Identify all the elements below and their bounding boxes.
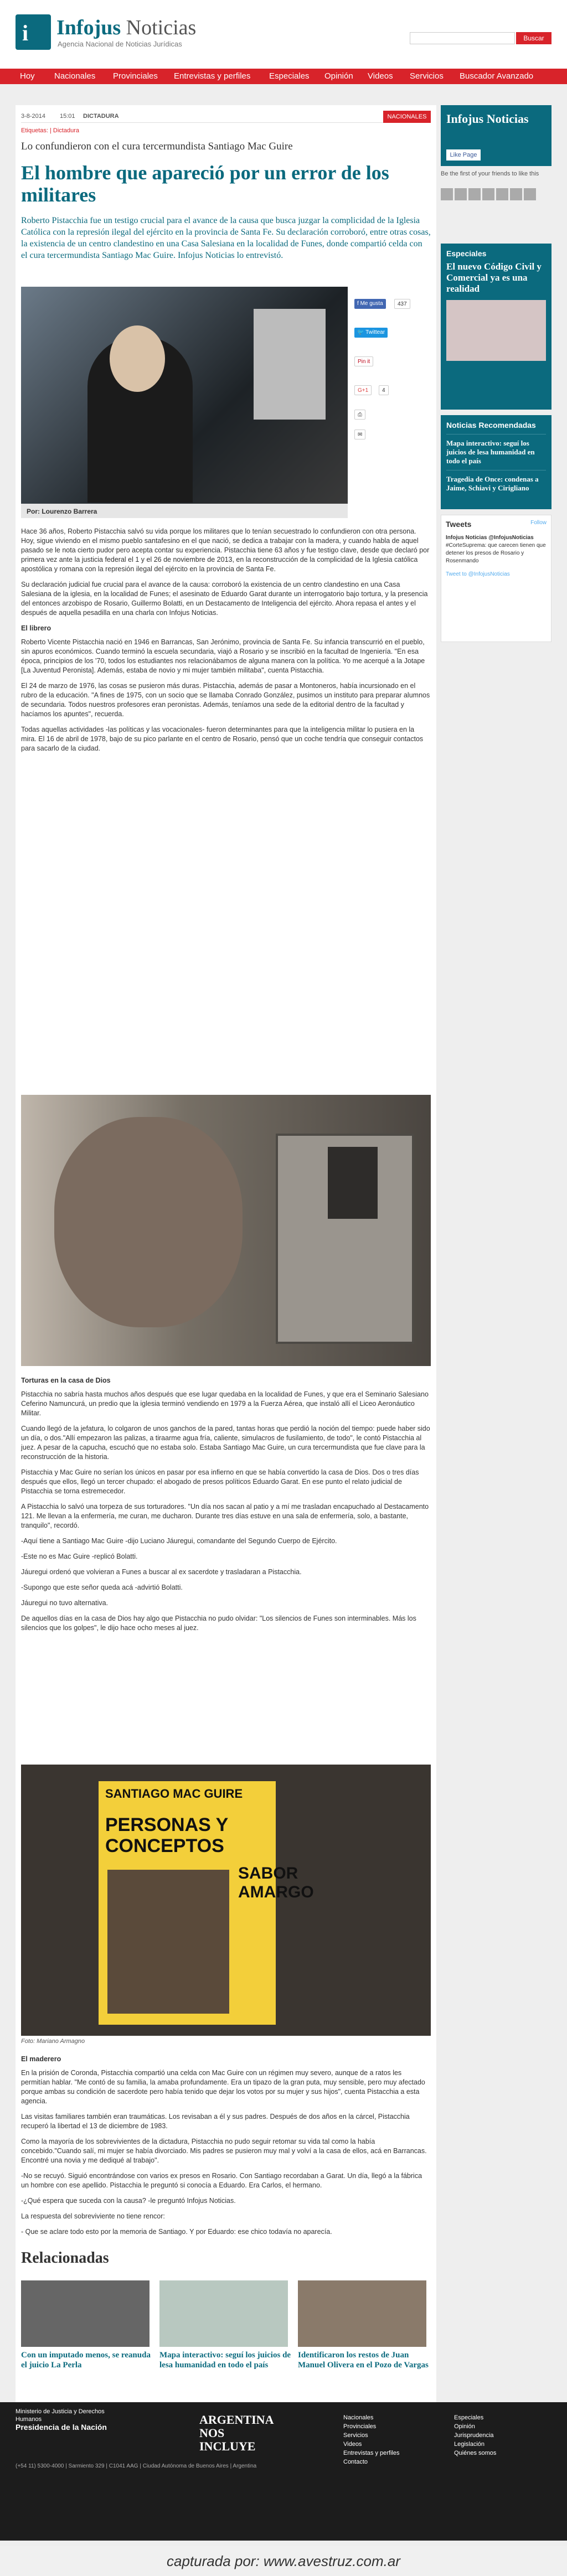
search-button[interactable]: Buscar <box>516 32 551 44</box>
footer-ministerio: Ministerio de Justicia y Derechos Humanos <box>16 2408 105 2423</box>
nav-item-servicios[interactable]: Servicios <box>410 71 444 81</box>
portrait-face <box>54 1117 243 1327</box>
nav-item-hoy[interactable]: Hoy <box>20 71 35 81</box>
paragraph: En la prisión de Coronda, Pistacchia compartió una celda con Mac Guire con un régimen muy severo, aunque de a ratos les permitían hablar. "Me contó de su familia, la amaba profundamente. Era un tipazo de la gran puta, muy sensible, pero muy afectado porque ambas su condición de sacerdote pero había tenido que dejar los votos por su mujer y sus hijos", cuenta Pistacchia a esta agencia. <box>21 2069 425 2105</box>
fb-page-name[interactable]: Infojus Noticias <box>446 112 529 126</box>
paragraph: Su declaración judicial fue crucial para el avance de la causa: corroboró la existencia de un centro clandestino en una Casa Salesiana de la iglesia, en la localidad de Funes; el asesinato de Eduardo Garat durante un interrogatorio bajo tortura, y la presencia del entonces arzobispo de Rosario, Guillermo Bolatti, en un Destacamento de Inteligencia del ejército. Ahora repasa el antes y el después de aquella pesadilla en una charla con Infojus Noticias. <box>21 581 428 617</box>
search-input[interactable] <box>410 32 515 44</box>
email-icon[interactable]: ✉ <box>354 430 365 439</box>
recommended-item[interactable]: Mapa interactivo: seguí los juicios de lesa humanidad en todo el país <box>446 434 546 465</box>
page-title: El hombre que apareció por un error de los militares <box>21 162 389 206</box>
paragraph: Pistacchia no sabría hasta muchos años después que ese lugar quedaba en la localidad de Funes, y que era el Seminario Salesiano Ceferino Namuncurá, un predio que la iglesia terminó vendiendo en 1979 a la Fuerza Aérea, que instaló allí el Liceo Aeronáutico Militar. <box>21 1390 429 1417</box>
framed-clipping <box>276 1134 414 1344</box>
fb-icon: f <box>357 301 359 307</box>
related-thumb[interactable] <box>159 2280 288 2347</box>
related-thumb[interactable] <box>298 2280 426 2347</box>
dialogue-line: - Que se aclare todo esto por la memoria de Santiago. Y por Eduardo: ese chico todavía no aparecía. <box>21 2228 332 2236</box>
paragraph: El 24 de marzo de 1976, las cosas se pusieron más duras. Pistacchia, además de pasar a Montoneros, había incursionado en el rubro de la educación. "A fines de 1975, con un socio que se llamaba Conrado González, pusimos un instituto para preparar alumnos de secundaria. Todos nuestros profesores eran peronistas. Además, teníamos una sede de la editorial dentro de la facultad y hacíamos los apuntes", recuerda. <box>21 682 430 718</box>
person-face <box>110 325 165 392</box>
section-tag[interactable]: NACIONALES <box>383 111 431 123</box>
book-vertical-text: SABOR AMARGO <box>238 1864 314 1901</box>
footer-slogan: ARGENTINA NOS INCLUYE <box>199 2413 274 2453</box>
article-meta <box>21 111 431 123</box>
footer-link[interactable]: Legislación <box>454 2441 485 2448</box>
footer <box>0 2402 567 2541</box>
footer-link[interactable]: Nacionales <box>343 2414 374 2421</box>
fb-like-page-button[interactable]: Like Page <box>446 149 481 161</box>
nav-item-videos[interactable]: Videos <box>368 71 393 81</box>
dialogue-line: -Supongo que este señor queda acá -advirtió Bolatti. <box>21 1584 183 1591</box>
related-title[interactable]: Mapa interactivo: seguí los juicios de lesa humanidad en todo el país <box>159 2351 291 2370</box>
breadcrumb[interactable]: Etiquetas: | Dictadura <box>21 127 79 134</box>
tweets-heading: Tweets <box>446 520 472 529</box>
related-heading: Relacionadas <box>21 2249 109 2267</box>
especiales-image[interactable] <box>446 300 546 361</box>
main-nav <box>0 69 567 84</box>
dialogue-line: -¿Qué espera que suceda con la causa? -le preguntó Infojus Noticias. <box>21 2197 236 2205</box>
footer-address: (+54 11) 5300-4000 | Sarmiento 329 | C1041 AAG | Ciudad Autónoma de Buenos Aires | Argentina <box>16 2463 257 2469</box>
nav-item-buscador[interactable]: Buscador Avanzado <box>460 71 534 81</box>
footer-link[interactable]: Opinión <box>454 2423 475 2430</box>
book-cover <box>99 1781 314 2025</box>
footer-links-1 <box>343 2413 399 2466</box>
especiales-box[interactable] <box>441 244 551 410</box>
footer-link[interactable]: Servicios <box>343 2432 368 2439</box>
fb-avatars <box>441 188 551 208</box>
photo-credit: Foto: Mariano Armagno <box>21 2038 85 2045</box>
paragraph: Cuando llegó de la jefatura, lo colgaron de unos ganchos de la pared, tantas horas que perdió la noción del tiempo: puede haber sido un día, o dos."Allí empezaron las palizas, a tiraarme agua fría, caliente, simulacros de fusilamiento, de todo", le contó Pistacchia al juez. A pesar de la capucha, escuchó que no estaba solo. Estaba Santiago Mac Guire, un cura tercermundista que fue clave para la reconstrucción de la historia. <box>21 1425 430 1461</box>
paragraph: A Pistacchia lo salvó una torpeza de sus torturadores. "Un día nos sacan al patio y a mí me trasladan encapuchado al Destacamento 121. Me llevan a la enfermería, me curan, me ducharon. Durante tres días estuve en una sala de enfermería, solo, a bastante, tranquilo", recordó. <box>21 1503 429 1529</box>
twitter-bird-icon: 🐦 <box>357 329 364 335</box>
article-kicker: Lo confundieron con el cura tercermundista Santiago Mac Guire <box>21 141 293 152</box>
paragraph: Hace 36 años, Roberto Pistacchia salvó su vida porque los militares que lo tenían secuestrado lo confundieron con otra persona. Hoy, sigue viviendo en el mismo pueblo santafesino en el que nació, se dedica a trabajar con la madera, y cuando habla de aquel pasado se le nota cierto pudor pero acepta contar su experiencia. Pistacchia tiene 63 años y fue testigo clave, desde que declaró por primera vez ante la justicia federal el 1 y el 26 de noviembre de 2013, en la reconstrucción de la complicidad de la Iglesia católica apostólica y romana con la represión ilegal del ejército en la provincia de Santa Fe. <box>21 527 430 573</box>
dialogue-line: Jáuregui no tuvo alternativa. <box>21 1599 109 1607</box>
fb-like-button[interactable]: f Me gusta <box>354 299 386 309</box>
dialogue-line: -Aquí tiene a Santiago Mac Guire -dijo Luciano Jáuregui, comandante del Segundo Cuerpo de Ejército. <box>21 1537 337 1545</box>
footer-link[interactable]: Especiales <box>454 2414 484 2421</box>
print-icon[interactable]: ⎙ <box>354 410 365 420</box>
pinterest-button[interactable]: Pin it <box>354 356 373 366</box>
footer-link[interactable]: Jurisprudencia <box>454 2432 494 2439</box>
main-photo <box>21 287 348 504</box>
nav-item-especiales[interactable]: Especiales <box>269 71 310 81</box>
recommended-news-box <box>441 415 551 509</box>
tweet-button[interactable]: 🐦 Twittear <box>354 328 388 338</box>
nav-item-opinion[interactable]: Opinión <box>324 71 353 81</box>
dialogue-line: La respuesta del sobreviviente no tiene rencor: <box>21 2212 165 2220</box>
nav-item-provinciales[interactable]: Provinciales <box>113 71 158 81</box>
related-item[interactable] <box>21 2280 154 2370</box>
logo-mark: i <box>16 14 51 50</box>
gplus-button[interactable]: G+1 <box>354 385 372 395</box>
footer-link[interactable]: Videos <box>343 2441 362 2448</box>
site-title-2: Noticias <box>126 16 197 39</box>
gplus-count: 4 <box>379 385 389 395</box>
related-title[interactable]: Identificaron los restos de Juan Manuel Olivera en el Pozo de Vargas <box>298 2351 429 2370</box>
photo-credit: Por: Lourenzo Barrera <box>21 504 348 518</box>
paragraph: De aquellos días en la casa de Dios hay algo que Pistacchia no pudo olvidar: "Los silencios de Funes son interminables. Más los silencios que los golpes", le dijo hace ocho meses al juez. <box>21 1615 416 1632</box>
book-title: PERSONAS Y CONCEPTOS <box>105 1814 228 1856</box>
article-column <box>16 105 436 2341</box>
top-bar <box>0 0 567 69</box>
subheading: Torturas en la casa de Dios <box>21 1377 111 1384</box>
follow-button[interactable]: Follow <box>530 520 547 526</box>
book-cover-image <box>107 1870 229 2014</box>
dialogue-line: Jáuregui ordenó que volvieran a Funes a buscar al ex sacerdote y trasladaran a Pistacchia. <box>21 1568 302 1576</box>
article-body-1 <box>21 527 431 759</box>
article-body-3 <box>21 2051 431 2243</box>
site-tagline: Agencia Nacional de Noticias Jurídicas <box>58 40 182 48</box>
article-body-2 <box>21 1373 431 1639</box>
paragraph: Pistacchia y Mac Guire no serían los únicos en pasar por esa infierno en que se había convertido la casa de Dios. Dos o tres días después que ellos, llegó un tercer chupado: el abogado de presos políticos Eduardo Garat. En ese punto el relato judicial de Pistacchia se torna estremecedor. <box>21 1468 419 1495</box>
footer-presidencia: Presidencia de la Nación <box>16 2423 107 2432</box>
tweet-text: #CorteSuprema: que carecen tienen que detener los presos de Rosario y Rosenmando <box>446 542 546 564</box>
wall-poster <box>254 309 326 420</box>
article-time: 15:01 <box>60 113 75 120</box>
fb-friends-text: Be the first of your friends to like this <box>441 170 539 177</box>
twitter-widget <box>441 515 551 642</box>
tweet-author[interactable]: Infojus Noticias @InfojusNoticias <box>446 535 534 541</box>
book-photo <box>21 1765 431 2036</box>
related-title[interactable]: Con un imputado menos, se reanuda el juicio La Perla <box>21 2351 151 2370</box>
second-photo <box>21 1095 431 1366</box>
tweet-to-link[interactable]: Tweet to @InfojusNoticias <box>446 571 510 577</box>
paragraph: Roberto Vicente Pistacchia nació en 1946 en Barrancas, San Jerónimo, provincia de Santa Fe. Su infancia transcurrió en el pueblo, sin apuros económicos. Cuando terminó la escuela secundaria, viajó a Rosario y se inscribió en la facultad de Ingeniería. "En esa época, principios de los '70, todos los estudiantes nos relacionábamos de alguna manera con la política. Yo me acerqué a la Jotape [La Juventud Peronista]. Además, estaba de novio y mi mujer también militaba", cuenta Pistacchia. <box>21 638 425 674</box>
site-logo[interactable] <box>16 14 197 55</box>
paragraph: Las visitas familiares también eran traumáticas. Los revisaban a él y sus padres. Después de dos años en la cárcel, Pistacchia recuperó la libertad el 13 de diciembre de 1983. <box>21 2113 410 2130</box>
related-item[interactable] <box>298 2280 431 2370</box>
article-section[interactable]: DICTADURA <box>83 113 119 120</box>
subheading: El librero <box>21 624 51 632</box>
article-lead: Roberto Pistacchia fue un testigo crucial para el avance de la causa que busca juzgar la complicidad de la Iglesia Católica con la represión ilegal del ejército en la provincia de Santa Fe. Su declaración corroboró, entre otras cosas, la existencia de un centro clandestino en una Casa Salesiana en la localidad de Funes, donde compartió celda con el cura tercermundista Santiago Mac Guire. Infojus Noticias lo entrevistó. <box>21 216 431 260</box>
paragraph: -No se recuyó. Siguió encontrándose con varios ex presos en Rosario. Con Santiago recordaban a Garat. Un día, llegó a la fábrica un hombre con ese apellido. Pistacchia le preguntó si conocía a Eduardo. Era Carlos, el hermano. <box>21 2172 422 2189</box>
fb-page-widget[interactable] <box>441 105 551 166</box>
nav-item-entrevistas[interactable]: Entrevistas y perfiles <box>174 71 251 81</box>
paragraph: Como la mayoría de los sobrevivientes de la dictadura, Pistacchia no pudo seguir retomar su vida tal como la había concebido."Cuando salí, mi mujer se había divorciado. Mis padres se pusieron muy mal y volví a la casa de ellos, acá en Barrancas. Encontré una novia y me dediqué al trabajo". <box>21 2138 427 2164</box>
footer-links-2 <box>454 2413 496 2458</box>
footer-link[interactable]: Quiénes somos <box>454 2450 497 2456</box>
dialogue-line: -Este no es Mac Guire -replicó Bolatti. <box>21 1553 138 1560</box>
subheading: El maderero <box>21 2055 61 2063</box>
recommended-heading: Noticias Recomendadas <box>446 421 536 430</box>
footer-link[interactable]: Provinciales <box>343 2423 377 2430</box>
capture-watermark: capturada por: www.avestruz.com.ar <box>0 2546 567 2576</box>
paragraph: Todas aquellas actividades -las políticas y las vocacionales- fueron determinantes para que la inteligencia militar lo pusiera en la mira. El 16 de abril de 1978, bajo de su pico parlante en el centro de Rosario, pensó que un coche tendría que conseguir contactos para sacarlo de la ciudad. <box>21 726 424 752</box>
related-item[interactable] <box>159 2280 292 2370</box>
related-section <box>16 2242 436 2402</box>
site-title: Infojus <box>56 16 121 39</box>
recommended-item[interactable]: Tragedia de Once: condenas a Jaime, Schiavi y Cirigliano <box>446 470 546 493</box>
fb-count: 437 <box>394 299 410 309</box>
footer-link[interactable]: Contacto <box>343 2459 368 2465</box>
book-author: SANTIAGO MAC GUIRE <box>105 1787 243 1801</box>
related-thumb[interactable] <box>21 2280 150 2347</box>
nav-item-nacionales[interactable]: Nacionales <box>54 71 96 81</box>
especiales-title[interactable]: El nuevo Código Civil y Comercial ya es una realidad <box>446 261 542 294</box>
clipping-photo <box>328 1147 378 1219</box>
footer-link[interactable]: Entrevistas y perfiles <box>343 2450 400 2456</box>
article-date: 3-8-2014 <box>21 113 46 120</box>
especiales-heading[interactable]: Especiales <box>446 249 487 258</box>
